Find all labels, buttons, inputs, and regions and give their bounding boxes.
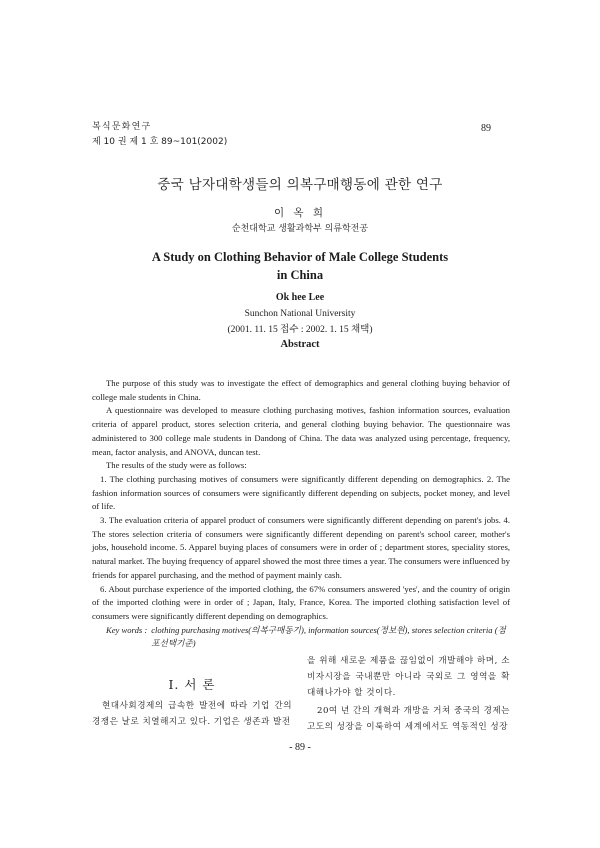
abstract-paragraph: 6. About purchase experience of the imported clothing, the 67% consumers answered 'yes', and the country of origin of the imported clothing were in order of ; Japan, Italy, France, Korea. The imported clothing satisfaction level of consumers were significantly different depending on demographics.: [92, 583, 510, 621]
abstract-paragraph: 3. The evaluation criteria of apparel product of consumers were significantly different depending on parent's jobs. 4. The stores selection criteria of consumers were significantly different depending on parent's school career, mother's jobs, household income. 5. Apparel buying places of consumers were in order of ; department stores, speciality stores, natural market. The buying frequency of apparel showed the most three times a year. The consumers were influenced by friends for apparel purchasing, and the method of payment mainly cash.: [92, 515, 510, 580]
abstract-heading: Abstract: [280, 339, 320, 350]
keywords-label: Key words :: [106, 624, 148, 635]
body-paragraph: 현대사회경제의 급속한 발전에 따라 기업 간의 경쟁은 날로 치열해지고 있다. 기업은 생존과 발전: [92, 701, 292, 728]
abstract-paragraph: 1. The clothing purchasing motives of consumers were significantly different depending on demographics. 2. The fashion information sources of consumers were significantly different depending on subjects, pocket money, and level of life.: [92, 473, 510, 512]
korean-affiliation: 순천대학교 생활과학부 의류학전공: [231, 224, 369, 234]
korean-title: 중국 남자대학생들의 의복구매행동에 관한 연구: [157, 177, 443, 193]
title-block: [0, 176, 600, 338]
running-header: [92, 120, 227, 150]
section-heading-introduction: Ⅰ. 서 론: [168, 677, 216, 693]
right-column: [307, 653, 510, 735]
english-author: Ok hee Lee: [275, 292, 325, 303]
english-title: [0, 248, 600, 284]
body-paragraph: 20여 년 간의 개혁과 개방을 거쳐 중국의 경제는 고도의 성장을 이룩하여 세계에서도 역동적인 성장: [307, 706, 510, 733]
body-paragraph-continuation: 을 위해 새로운 제품을 끊임없이 개발해야 하며, 소비자시장을 국내뿐만 아니라 국외로 그 영역을 확대해나가야 할 것이다.: [307, 656, 510, 699]
footer-page-number: - 89 -: [289, 742, 311, 753]
abstract-paragraph: A questionnaire was developed to measure clothing purchasing motives, fashion information sources, evaluation criteria of apparel product, stores selection criteria, and general clothing buying behavior. The questionnaire was administered to 300 college male students in Dandong of China. The data was analyzed using percentage, frequency, mean, factor analysis, and ANOVA, duncan test.: [92, 405, 510, 457]
korean-author: 이 옥 희: [273, 207, 327, 219]
body-columns: [92, 653, 510, 735]
header-page-number: 89: [481, 123, 491, 134]
english-affiliation: Sunchon National University: [244, 309, 356, 319]
volume-info: 제 10 권 제 1 호 89~101(2002): [92, 137, 228, 147]
abstract-paragraph: The purpose of this study was to investigate the effect of demographics and general clothing buying behavior of college male students in China.: [92, 378, 510, 402]
left-column: [92, 653, 292, 735]
english-title-line-2: in China: [276, 268, 324, 282]
english-title-line-1: A Study on Clothing Behavior of Male College Students: [151, 250, 449, 264]
abstract-paragraph: The results of the study were as follows:: [106, 460, 247, 471]
journal-name: 복식문화연구: [92, 122, 152, 132]
abstract-body: [92, 377, 510, 735]
keywords-list: clothing purchasing motives(의복구매동기), information sources(정보원), stores selection criteria (점포선택기준): [151, 624, 506, 649]
keywords: [92, 624, 510, 651]
submission-dates: (2001. 11. 15 접수 : 2002. 1. 15 채택): [227, 325, 373, 335]
